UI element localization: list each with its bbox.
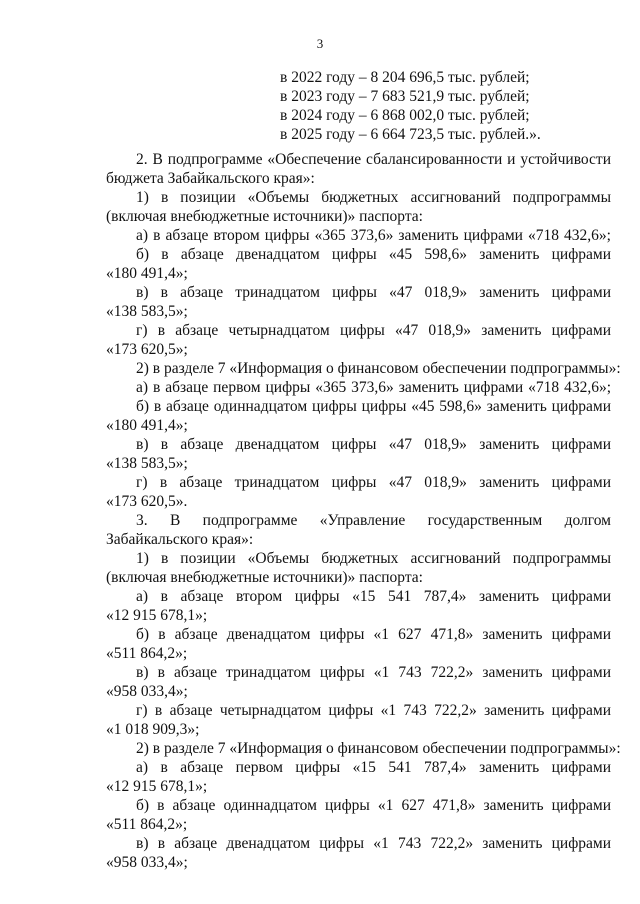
text-line: б) в абзаце двенадцатом цифры «1 627 471,8» заменить цифрами [136,626,611,643]
text-line: б) в абзаце двенадцатом цифры «45 598,6» заменить цифрами [136,246,611,263]
text-line: в) в абзаце тринадцатом цифры «47 018,9» заменить цифрами [136,284,611,301]
text-line: а) в абзаце первом цифры «15 541 787,4» заменить цифрами [136,759,611,776]
text-line: «958 033,4»; [106,683,188,700]
page-number: 3 [316,36,324,51]
text-line: а) в абзаце первом цифры «365 373,6» заменить цифрами «718 432,6»; [136,379,611,396]
year-line: в 2024 году – 6 868 002,0 тыс. рублей; [280,107,530,124]
text-line: «173 620,5»; [106,341,188,358]
text-line: г) в абзаце четырнадцатом цифры «47 018,9» заменить цифрами [136,322,611,339]
text-line: «173 620,5». [106,493,188,510]
text-line: в) в абзаце двенадцатом цифры «47 018,9» заменить цифрами [136,436,611,453]
text-line: (включая внебюджетные источники)» паспорта: [106,208,423,225]
text-line: 1) в позиции «Объемы бюджетных ассигнований подпрограммы [136,550,611,567]
text-line: бюджета Забайкальского края»: [106,170,315,187]
text-line: в) в абзаце тринадцатом цифры «1 743 722,2» заменить цифрами [136,664,611,681]
text-line: «511 864,2»; [106,645,188,662]
document-body [106,150,621,872]
text-line: «12 915 678,1»; [106,607,208,624]
text-line: «1 018 909,3»; [106,721,200,738]
text-line: б) в абзаце одиннадцатом цифры цифры «45 598,6» заменить цифрами [136,398,611,415]
text-line: 2) в разделе 7 «Информация о финансовом обеспечении подпрограммы»: [136,740,621,757]
year-list [280,68,541,144]
year-line: в 2023 году – 7 683 521,9 тыс. рублей; [280,88,530,105]
text-line: Забайкальского края»: [106,531,254,548]
text-line: (включая внебюджетные источники)» паспорта: [106,569,423,586]
text-line: в) в абзаце двенадцатом цифры «1 743 722,2» заменить цифрами [136,835,611,852]
text-line: а) в абзаце втором цифры «365 373,6» заменить цифрами «718 432,6»; [136,227,611,244]
text-line: «12 915 678,1»; [106,778,208,795]
text-line: 1) в позиции «Объемы бюджетных ассигнований подпрограммы [136,189,611,206]
text-line: 3. В подпрограмме «Управление государственным долгом [136,512,611,529]
text-line: «958 033,4»; [106,854,188,871]
text-line: г) в абзаце тринадцатом цифры «47 018,9» заменить цифрами [136,474,611,491]
year-line: в 2022 году – 8 204 696,5 тыс. рублей; [280,69,530,86]
text-line: г) в абзаце четырнадцатом цифры «1 743 722,2» заменить цифрами [136,702,611,719]
text-line: «180 491,4»; [106,417,188,434]
text-line: «138 583,5»; [106,303,188,320]
year-line: в 2025 году – 6 664 723,5 тыс. рублей.». [280,126,541,143]
text-line: 2) в разделе 7 «Информация о финансовом обеспечении подпрограммы»: [136,360,621,377]
text-line: а) в абзаце втором цифры «15 541 787,4» заменить цифрами [136,588,611,605]
text-line: «138 583,5»; [106,455,188,472]
text-line: б) в абзаце одиннадцатом цифры «1 627 471,8» заменить цифрами [136,797,611,814]
text-line: «511 864,2»; [106,816,188,833]
text-line: «180 491,4»; [106,265,188,282]
text-line: 2. В подпрограмме «Обеспечение сбалансированности и устойчивости [136,151,611,168]
